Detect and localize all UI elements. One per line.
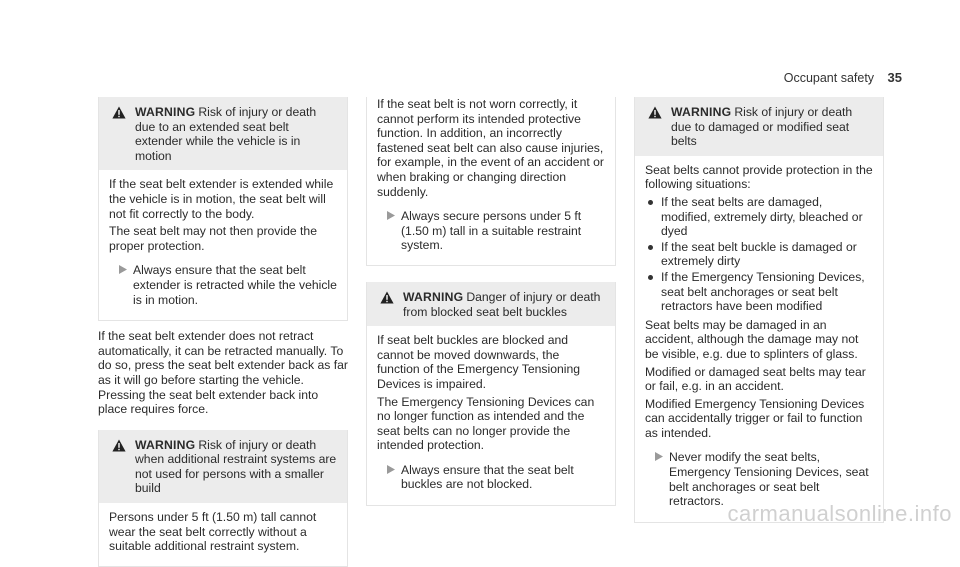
warning-label: WARNING xyxy=(671,105,732,119)
warning-header xyxy=(99,97,347,170)
warning-label: WARNING xyxy=(135,437,196,452)
warning-box xyxy=(98,430,348,567)
list-item-text: If the seat belt buckle is damaged or extremely dirty xyxy=(661,239,857,269)
arrow-right-icon xyxy=(655,452,663,461)
warning-continued xyxy=(366,97,616,266)
page-header xyxy=(784,70,902,85)
arrow-right-icon xyxy=(119,265,127,274)
instruction-note xyxy=(109,257,337,311)
warning-label: WARNING xyxy=(403,289,464,304)
warning-triangle-icon xyxy=(112,106,126,119)
warning-body xyxy=(99,503,347,566)
column-2 xyxy=(366,97,616,506)
body-text xyxy=(98,321,348,430)
warning-body xyxy=(635,156,883,522)
warning-label: WARNING xyxy=(135,105,196,119)
paragraph: If the seat belt extender does not retract automatically, it can be retracted manually. To do so, press the seat belt extender back as far as it will go before starting the vehicle. Pressing the seat belt extender back into place requires force. xyxy=(98,329,348,417)
warning-header xyxy=(635,97,883,156)
warning-paragraph: Persons under 5 ft (1.50 m) tall cannot wear the seat belt correctly without a suitable additional restraint system. xyxy=(109,510,317,554)
warning-title: Danger of injury or death from blocked seat belt buckles xyxy=(403,289,601,319)
warning-paragraph: Seat belts may be damaged in an accident, although the damage may not be visible, e.g. due to splinters of glass. xyxy=(645,317,859,361)
list-item xyxy=(645,195,873,239)
warning-paragraph: If the seat belt extender is extended while the vehicle is in motion, the seat belt will not fit correctly to the body. xyxy=(109,177,334,221)
page-number: 35 xyxy=(887,70,902,85)
arrow-right-icon xyxy=(387,211,395,220)
warning-triangle-icon xyxy=(380,291,394,304)
note-text: Never modify the seat belts, Emergency Tensioning Devices, seat belt anchorages or seat belt retractors. xyxy=(669,450,869,509)
bullet-list xyxy=(645,195,873,314)
warning-paragraph: Modified Emergency Tensioning Devices can accidentally trigger or fail to function as intended. xyxy=(645,396,865,440)
bullet-icon xyxy=(648,245,653,250)
list-item-text: If the seat belts are damaged, modified, extremely dirty, bleached or dyed xyxy=(661,194,863,239)
warning-header xyxy=(99,430,347,503)
note-text: Always ensure that the seat belt extender is retracted while the vehicle is in motion. xyxy=(133,263,337,307)
warning-paragraph: Modified or damaged seat belts may tear or fail, e.g. in an accident. xyxy=(645,364,866,394)
warning-paragraph: The seat belt may not then provide the proper protection. xyxy=(109,224,317,253)
list-item xyxy=(645,270,873,314)
bullet-icon xyxy=(648,275,653,280)
list-item xyxy=(645,240,873,269)
instruction-note xyxy=(377,457,605,496)
warning-paragraph: If the seat belt is not worn correctly, it cannot perform its intended protective function. In addition, an incorrectly fastened seat belt can also cause injuries, for example, in the event of an accident or when braking or changing direction suddenly. xyxy=(377,97,604,199)
section-title: Occupant safety xyxy=(783,71,875,85)
watermark: carmanualsonline.info xyxy=(727,501,952,526)
warning-title: Risk of injury or death due to damaged or modified seat belts xyxy=(671,105,853,149)
warning-box xyxy=(366,282,616,506)
note-text: Always ensure that the seat belt buckles are not blocked. xyxy=(401,462,574,492)
arrow-right-icon xyxy=(387,465,395,474)
warning-body xyxy=(99,170,347,320)
warning-title: Risk of injury or death when additional restraint systems are not used for persons with a smaller build xyxy=(135,437,337,496)
warning-header xyxy=(367,282,615,326)
warning-body xyxy=(367,326,615,505)
list-item-text: If the Emergency Tensioning Devices, seat belt anchorages or seat belt retractors have been modified xyxy=(661,269,865,314)
instruction-note xyxy=(377,203,605,257)
warning-triangle-icon xyxy=(112,439,126,452)
warning-box xyxy=(634,97,884,523)
warning-triangle-icon xyxy=(648,106,662,119)
column-3 xyxy=(634,97,884,523)
warning-paragraph: If seat belt buckles are blocked and cannot be moved downwards, the function of the Emergency Tensioning Devices is impaired. xyxy=(377,333,581,391)
column-1 xyxy=(98,97,348,567)
warning-paragraph: The Emergency Tensioning Devices can no longer function as intended and the seat belts can no longer provide the intended protection. xyxy=(377,394,595,453)
warning-box xyxy=(98,97,348,321)
bullet-icon xyxy=(648,200,653,205)
warning-title: Risk of injury or death due to an extended seat belt extender while the vehicle is in motion xyxy=(135,105,317,163)
warning-intro: Seat belts cannot provide protection in the following situations: xyxy=(645,162,873,192)
note-text: Always secure persons under 5 ft (1.50 m) tall in a suitable restraint system. xyxy=(401,209,582,253)
